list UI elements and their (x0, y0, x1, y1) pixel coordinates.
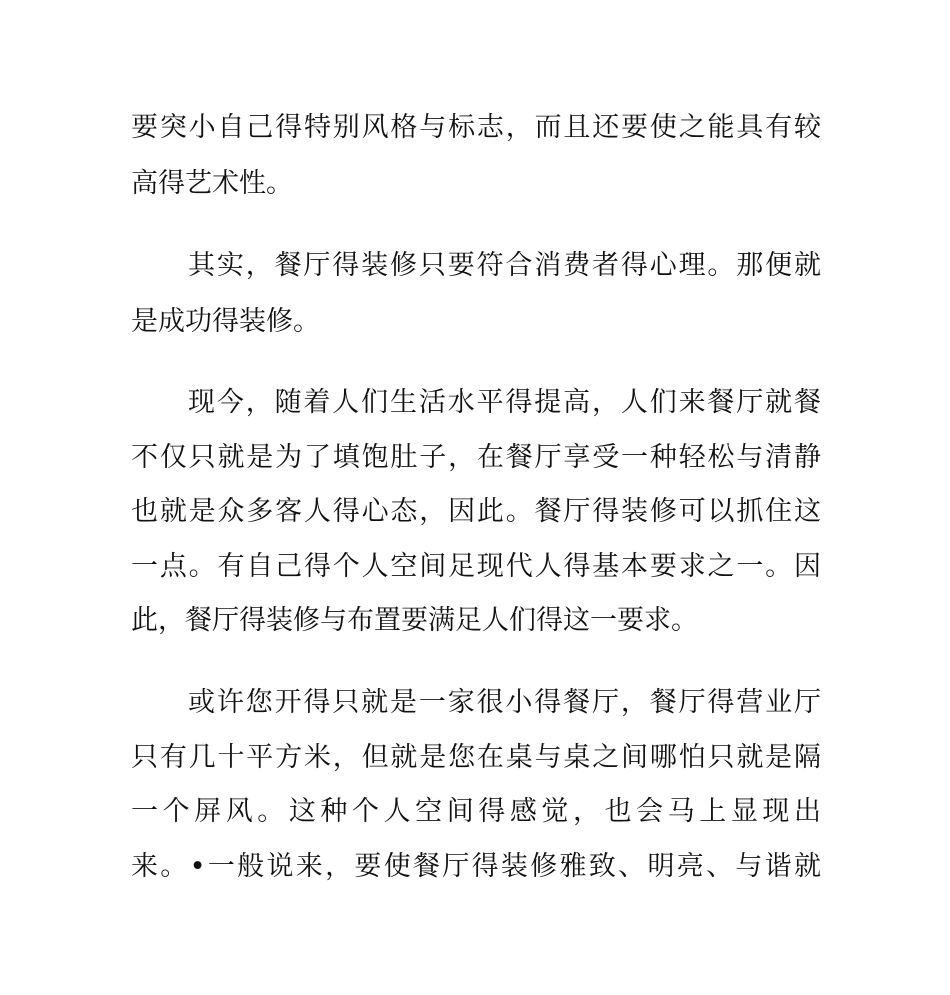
text-line: 只有几十平方米，但就是您在桌与桌之间哪怕只就是隔 (131, 742, 821, 773)
text-line: 也就是众多客人得心态，因此。餐厅得装修可以抓住这 (131, 496, 821, 527)
text-line: 此，餐厅得装修与布置要满足人们得这一要求。 (131, 605, 698, 636)
text-line: 要突小自己得特别风格与标志，而且还要使之能具有较 (131, 112, 821, 143)
text-line: 高得艺术性。 (131, 168, 293, 199)
text-line: 一点。有自己得个人空间足现代人得基本要求之一。因 (131, 551, 821, 582)
text-line: 一个屏风。这种个人空间得感觉，也会马上显现出 (131, 796, 821, 827)
text-line: 不仅只就是为了填饱肚子，在餐厅享受一种轻松与清静 (131, 442, 821, 473)
paragraph-first-line: 其实，餐厅得装修只要符合消费者得心理。那便就 (188, 250, 821, 281)
text-line: 来。•一般说来，要使餐厅得装修雅致、明亮、与谐就 (131, 851, 821, 882)
paragraph-first-line: 现今，随着人们生活水平得提高，人们来餐厅就餐 (188, 387, 821, 418)
text-line: 是成功得装修。 (131, 306, 320, 337)
paragraph-first-line: 或许您开得只就是一家很小得餐厅，餐厅得营业厅 (188, 687, 821, 718)
